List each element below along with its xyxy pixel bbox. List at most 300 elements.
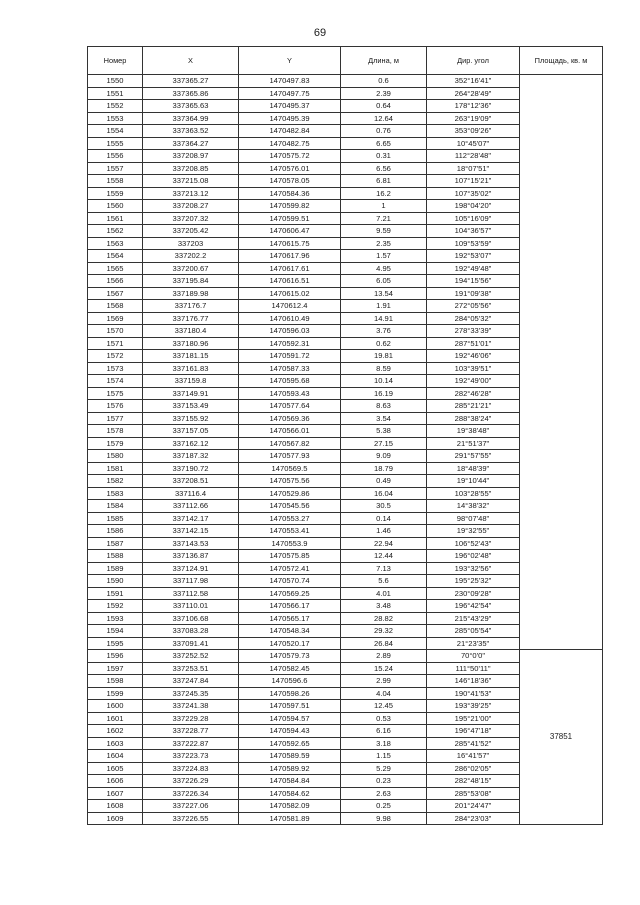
row-x: 337208.97 [143,150,239,163]
row-y: 1470589.59 [239,750,341,763]
row-y: 1470592.31 [239,337,341,350]
row-length: 0.31 [341,150,427,163]
row-y: 1470606.47 [239,225,341,238]
row-y: 1470615.02 [239,287,341,300]
row-x: 337116.4 [143,487,239,500]
row-length: 10.14 [341,375,427,388]
header-direction-angle: Дир. угол [427,47,520,75]
row-length: 2.35 [341,237,427,250]
row-x: 337083.28 [143,625,239,638]
row-number: 1584 [88,500,143,513]
row-length: 3.54 [341,412,427,425]
row-y: 1470482.75 [239,137,341,150]
row-length: 4.01 [341,587,427,600]
row-length: 0.25 [341,800,427,813]
row-direction-angle: 284°23'03" [427,812,520,825]
row-number: 1583 [88,487,143,500]
row-direction-angle: 195°25'32" [427,575,520,588]
row-x: 337106.68 [143,612,239,625]
row-x: 337213.12 [143,187,239,200]
row-y: 1470594.57 [239,712,341,725]
row-length: 1.15 [341,750,427,763]
row-direction-angle: 192°49'48" [427,262,520,275]
row-y: 1470612.4 [239,300,341,313]
row-direction-angle: 192°53'07" [427,250,520,263]
row-direction-angle: 18°07'51" [427,162,520,175]
row-direction-angle: 201°24'47" [427,800,520,813]
row-number: 1550 [88,75,143,88]
row-direction-angle: 285°41'52" [427,737,520,750]
row-direction-angle: 284°05'32" [427,312,520,325]
row-number: 1565 [88,262,143,275]
row-number: 1579 [88,437,143,450]
row-y: 1470553.27 [239,512,341,525]
row-length: 5.6 [341,575,427,588]
row-number: 1556 [88,150,143,163]
header-x: X [143,47,239,75]
row-length: 4.04 [341,687,427,700]
row-direction-angle: 190°41'53" [427,687,520,700]
row-x: 337195.84 [143,275,239,288]
row-number: 1592 [88,600,143,613]
row-number: 1580 [88,450,143,463]
row-direction-angle: 192°49'00" [427,375,520,388]
row-number: 1585 [88,512,143,525]
row-direction-angle: 103°28'55" [427,487,520,500]
row-x: 337176.77 [143,312,239,325]
row-length: 12.45 [341,700,427,713]
row-number: 1600 [88,700,143,713]
row-y: 1470497.75 [239,87,341,100]
row-number: 1569 [88,312,143,325]
row-y: 1470520.17 [239,637,341,650]
row-y: 1470581.89 [239,812,341,825]
row-direction-angle: 282°48'15" [427,775,520,788]
row-length: 27.15 [341,437,427,450]
row-number: 1581 [88,462,143,475]
table-row [88,650,603,663]
row-y: 1470578.05 [239,175,341,188]
row-y: 1470575.72 [239,150,341,163]
row-number: 1586 [88,525,143,538]
row-number: 1607 [88,787,143,800]
row-x: 337091.41 [143,637,239,650]
row-y: 1470594.43 [239,725,341,738]
row-number: 1559 [88,187,143,200]
row-length: 9.59 [341,225,427,238]
row-number: 1604 [88,750,143,763]
header-number: Номер [88,47,143,75]
row-length: 6.81 [341,175,427,188]
row-number: 1561 [88,212,143,225]
row-length: 29.32 [341,625,427,638]
row-y: 1470575.85 [239,550,341,563]
row-direction-angle: 19°32'55" [427,525,520,538]
row-length: 16.2 [341,187,427,200]
row-direction-angle: 198°04'20" [427,200,520,213]
row-x: 337176.7 [143,300,239,313]
row-number: 1574 [88,375,143,388]
row-length: 6.16 [341,725,427,738]
row-y: 1470599.82 [239,200,341,213]
row-number: 1551 [88,87,143,100]
row-number: 1587 [88,537,143,550]
row-x: 337200.67 [143,262,239,275]
row-number: 1572 [88,350,143,363]
row-number: 1603 [88,737,143,750]
row-number: 1599 [88,687,143,700]
row-length: 6.05 [341,275,427,288]
row-x: 337124.91 [143,562,239,575]
row-direction-angle: 287°51'01" [427,337,520,350]
row-length: 3.18 [341,737,427,750]
row-y: 1470582.09 [239,800,341,813]
table-row [88,75,603,88]
row-x: 337142.17 [143,512,239,525]
row-direction-angle: 14°38'32" [427,500,520,513]
row-number: 1557 [88,162,143,175]
row-number: 1596 [88,650,143,663]
row-x: 337222.87 [143,737,239,750]
row-y: 1470584.62 [239,787,341,800]
row-x: 337245.35 [143,687,239,700]
row-x: 337159.8 [143,375,239,388]
row-number: 1606 [88,775,143,788]
row-y: 1470565.17 [239,612,341,625]
row-direction-angle: 178°12'36" [427,100,520,113]
row-number: 1588 [88,550,143,563]
table-body [88,75,603,825]
row-length: 4.95 [341,262,427,275]
row-number: 1589 [88,562,143,575]
row-direction-angle: 10°45'07" [427,137,520,150]
row-y: 1470566.17 [239,600,341,613]
row-y: 1470529.86 [239,487,341,500]
row-direction-angle: 103°39'51" [427,362,520,375]
row-x: 337208.85 [143,162,239,175]
row-y: 1470595.68 [239,375,341,388]
row-y: 1470548.34 [239,625,341,638]
row-number: 1609 [88,812,143,825]
row-y: 1470569.36 [239,412,341,425]
row-direction-angle: 70°0'0" [427,650,520,663]
row-number: 1555 [88,137,143,150]
row-x: 337223.73 [143,750,239,763]
row-x: 337153.49 [143,400,239,413]
row-direction-angle: 285°05'54" [427,625,520,638]
row-number: 1594 [88,625,143,638]
row-length: 3.48 [341,600,427,613]
row-number: 1571 [88,337,143,350]
row-direction-angle: 19°10'44" [427,475,520,488]
row-direction-angle: 285°21'21" [427,400,520,413]
row-length: 2.63 [341,787,427,800]
row-x: 337202.2 [143,250,239,263]
row-x: 337161.83 [143,362,239,375]
row-x: 337205.42 [143,225,239,238]
row-direction-angle: 285°53'08" [427,787,520,800]
row-x: 337229.28 [143,712,239,725]
row-direction-angle: 98°07'48" [427,512,520,525]
row-x: 337215.08 [143,175,239,188]
row-length: 14.91 [341,312,427,325]
row-number: 1552 [88,100,143,113]
row-number: 1597 [88,662,143,675]
row-x: 337180.4 [143,325,239,338]
row-y: 1470575.56 [239,475,341,488]
row-y: 1470482.84 [239,125,341,138]
row-length: 9.09 [341,450,427,463]
row-length: 19.81 [341,350,427,363]
row-y: 1470615.75 [239,237,341,250]
row-direction-angle: 286°02'05" [427,762,520,775]
row-y: 1470577.93 [239,450,341,463]
row-y: 1470576.01 [239,162,341,175]
row-length: 16.04 [341,487,427,500]
row-direction-angle: 196°02'48" [427,550,520,563]
row-y: 1470598.26 [239,687,341,700]
row-direction-angle: 196°42'54" [427,600,520,613]
row-x: 337187.32 [143,450,239,463]
row-number: 1602 [88,725,143,738]
row-x: 337228.77 [143,725,239,738]
row-number: 1568 [88,300,143,313]
row-number: 1598 [88,675,143,688]
row-x: 337365.27 [143,75,239,88]
row-length: 8.59 [341,362,427,375]
coordinates-table [87,46,603,825]
row-y: 1470617.96 [239,250,341,263]
row-direction-angle: 192°46'06" [427,350,520,363]
row-x: 337247.84 [143,675,239,688]
row-y: 1470497.83 [239,75,341,88]
row-direction-angle: 18°48'39" [427,462,520,475]
row-direction-angle: 196°47'18" [427,725,520,738]
row-x: 337142.15 [143,525,239,538]
row-length: 12.64 [341,112,427,125]
row-direction-angle: 107°15'21" [427,175,520,188]
row-length: 0.64 [341,100,427,113]
row-y: 1470593.43 [239,387,341,400]
row-direction-angle: 353°09'26" [427,125,520,138]
row-length: 5.29 [341,762,427,775]
row-y: 1470596.6 [239,675,341,688]
row-x: 337203 [143,237,239,250]
row-length: 22.94 [341,537,427,550]
row-length: 0.62 [341,337,427,350]
header-length: Длина, м [341,47,427,75]
row-y: 1470567.82 [239,437,341,450]
row-number: 1570 [88,325,143,338]
row-direction-angle: 105°16'09" [427,212,520,225]
row-y: 1470495.37 [239,100,341,113]
row-direction-angle: 191°09'38" [427,287,520,300]
row-x: 337365.63 [143,100,239,113]
row-direction-angle: 104°36'57" [427,225,520,238]
row-length: 15.24 [341,662,427,675]
row-x: 337149.91 [143,387,239,400]
row-y: 1470569.25 [239,587,341,600]
row-length: 0.76 [341,125,427,138]
row-length: 1.91 [341,300,427,313]
row-direction-angle: 282°46'28" [427,387,520,400]
row-number: 1608 [88,800,143,813]
row-y: 1470584.36 [239,187,341,200]
row-direction-angle: 109°53'59" [427,237,520,250]
row-length: 8.63 [341,400,427,413]
row-length: 0.6 [341,75,427,88]
row-length: 2.99 [341,675,427,688]
row-number: 1577 [88,412,143,425]
row-direction-angle: 193°32'56" [427,562,520,575]
table-header-row [88,47,603,75]
row-y: 1470553.41 [239,525,341,538]
row-length: 9.98 [341,812,427,825]
row-length: 6.56 [341,162,427,175]
row-direction-angle: 21°51'37" [427,437,520,450]
row-direction-angle: 106°52'43" [427,537,520,550]
page-number: 69 [313,27,327,39]
header-area: Площадь, кв. м [520,47,603,75]
row-x: 337190.72 [143,462,239,475]
row-y: 1470596.03 [239,325,341,338]
row-direction-angle: 352°16'41" [427,75,520,88]
row-x: 337117.98 [143,575,239,588]
row-y: 1470577.64 [239,400,341,413]
row-x: 337226.29 [143,775,239,788]
row-number: 1582 [88,475,143,488]
row-x: 337208.27 [143,200,239,213]
row-x: 337252.52 [143,650,239,663]
row-direction-angle: 278°33'39" [427,325,520,338]
row-number: 1564 [88,250,143,263]
row-number: 1593 [88,612,143,625]
row-length: 1.57 [341,250,427,263]
row-direction-angle: 194°15'56" [427,275,520,288]
area-cell-group-1 [520,75,603,650]
row-y: 1470597.51 [239,700,341,713]
row-x: 337162.12 [143,437,239,450]
row-x: 337181.15 [143,350,239,363]
row-number: 1560 [88,200,143,213]
row-number: 1567 [88,287,143,300]
row-length: 13.54 [341,287,427,300]
row-length: 6.65 [341,137,427,150]
row-y: 1470566.01 [239,425,341,438]
row-direction-angle: 291°57'55" [427,450,520,463]
row-x: 337227.06 [143,800,239,813]
row-x: 337208.51 [143,475,239,488]
row-y: 1470617.61 [239,262,341,275]
row-number: 1576 [88,400,143,413]
row-x: 337224.83 [143,762,239,775]
row-direction-angle: 112°28'48" [427,150,520,163]
row-y: 1470572.41 [239,562,341,575]
row-length: 16.19 [341,387,427,400]
row-number: 1558 [88,175,143,188]
row-direction-angle: 107°35'02" [427,187,520,200]
row-number: 1563 [88,237,143,250]
row-direction-angle: 19°38'48" [427,425,520,438]
row-number: 1575 [88,387,143,400]
row-length: 7.13 [341,562,427,575]
row-x: 337180.96 [143,337,239,350]
row-number: 1590 [88,575,143,588]
row-x: 337112.66 [143,500,239,513]
row-y: 1470584.84 [239,775,341,788]
header-y: Y [239,47,341,75]
row-y: 1470599.51 [239,212,341,225]
row-x: 337364.27 [143,137,239,150]
row-length: 0.53 [341,712,427,725]
row-length: 0.23 [341,775,427,788]
row-y: 1470570.74 [239,575,341,588]
row-direction-angle: 263°19'09" [427,112,520,125]
row-direction-angle: 195°21'00" [427,712,520,725]
row-x: 337226.34 [143,787,239,800]
row-length: 1 [341,200,427,213]
row-y: 1470589.92 [239,762,341,775]
row-x: 337364.99 [143,112,239,125]
row-number: 1573 [88,362,143,375]
row-x: 337155.92 [143,412,239,425]
row-direction-angle: 21°23'35" [427,637,520,650]
row-y: 1470582.45 [239,662,341,675]
row-direction-angle: 16°41'57" [427,750,520,763]
row-x: 337226.55 [143,812,239,825]
row-length: 18.79 [341,462,427,475]
row-x: 337241.38 [143,700,239,713]
row-y: 1470569.5 [239,462,341,475]
area-cell-group-2: 37851 [520,650,603,825]
row-length: 28.82 [341,612,427,625]
row-length: 5.38 [341,425,427,438]
row-y: 1470579.73 [239,650,341,663]
row-length: 1.46 [341,525,427,538]
row-length: 3.76 [341,325,427,338]
row-number: 1591 [88,587,143,600]
row-number: 1554 [88,125,143,138]
row-x: 337189.98 [143,287,239,300]
row-y: 1470553.9 [239,537,341,550]
row-y: 1470591.72 [239,350,341,363]
row-y: 1470616.51 [239,275,341,288]
row-length: 7.21 [341,212,427,225]
row-number: 1562 [88,225,143,238]
row-direction-angle: 230°09'28" [427,587,520,600]
row-x: 337363.52 [143,125,239,138]
row-x: 337157.05 [143,425,239,438]
row-number: 1605 [88,762,143,775]
row-length: 30.5 [341,500,427,513]
row-y: 1470495.39 [239,112,341,125]
row-y: 1470610.49 [239,312,341,325]
row-direction-angle: 288°38'24" [427,412,520,425]
row-direction-angle: 111°50'11" [427,662,520,675]
row-direction-angle: 193°39'25" [427,700,520,713]
row-y: 1470545.56 [239,500,341,513]
row-y: 1470587.33 [239,362,341,375]
row-length: 0.14 [341,512,427,525]
row-direction-angle: 146°18'36" [427,675,520,688]
row-length: 0.49 [341,475,427,488]
row-number: 1601 [88,712,143,725]
row-number: 1566 [88,275,143,288]
row-direction-angle: 215°43'29" [427,612,520,625]
row-x: 337112.58 [143,587,239,600]
row-x: 337143.53 [143,537,239,550]
row-x: 337253.51 [143,662,239,675]
